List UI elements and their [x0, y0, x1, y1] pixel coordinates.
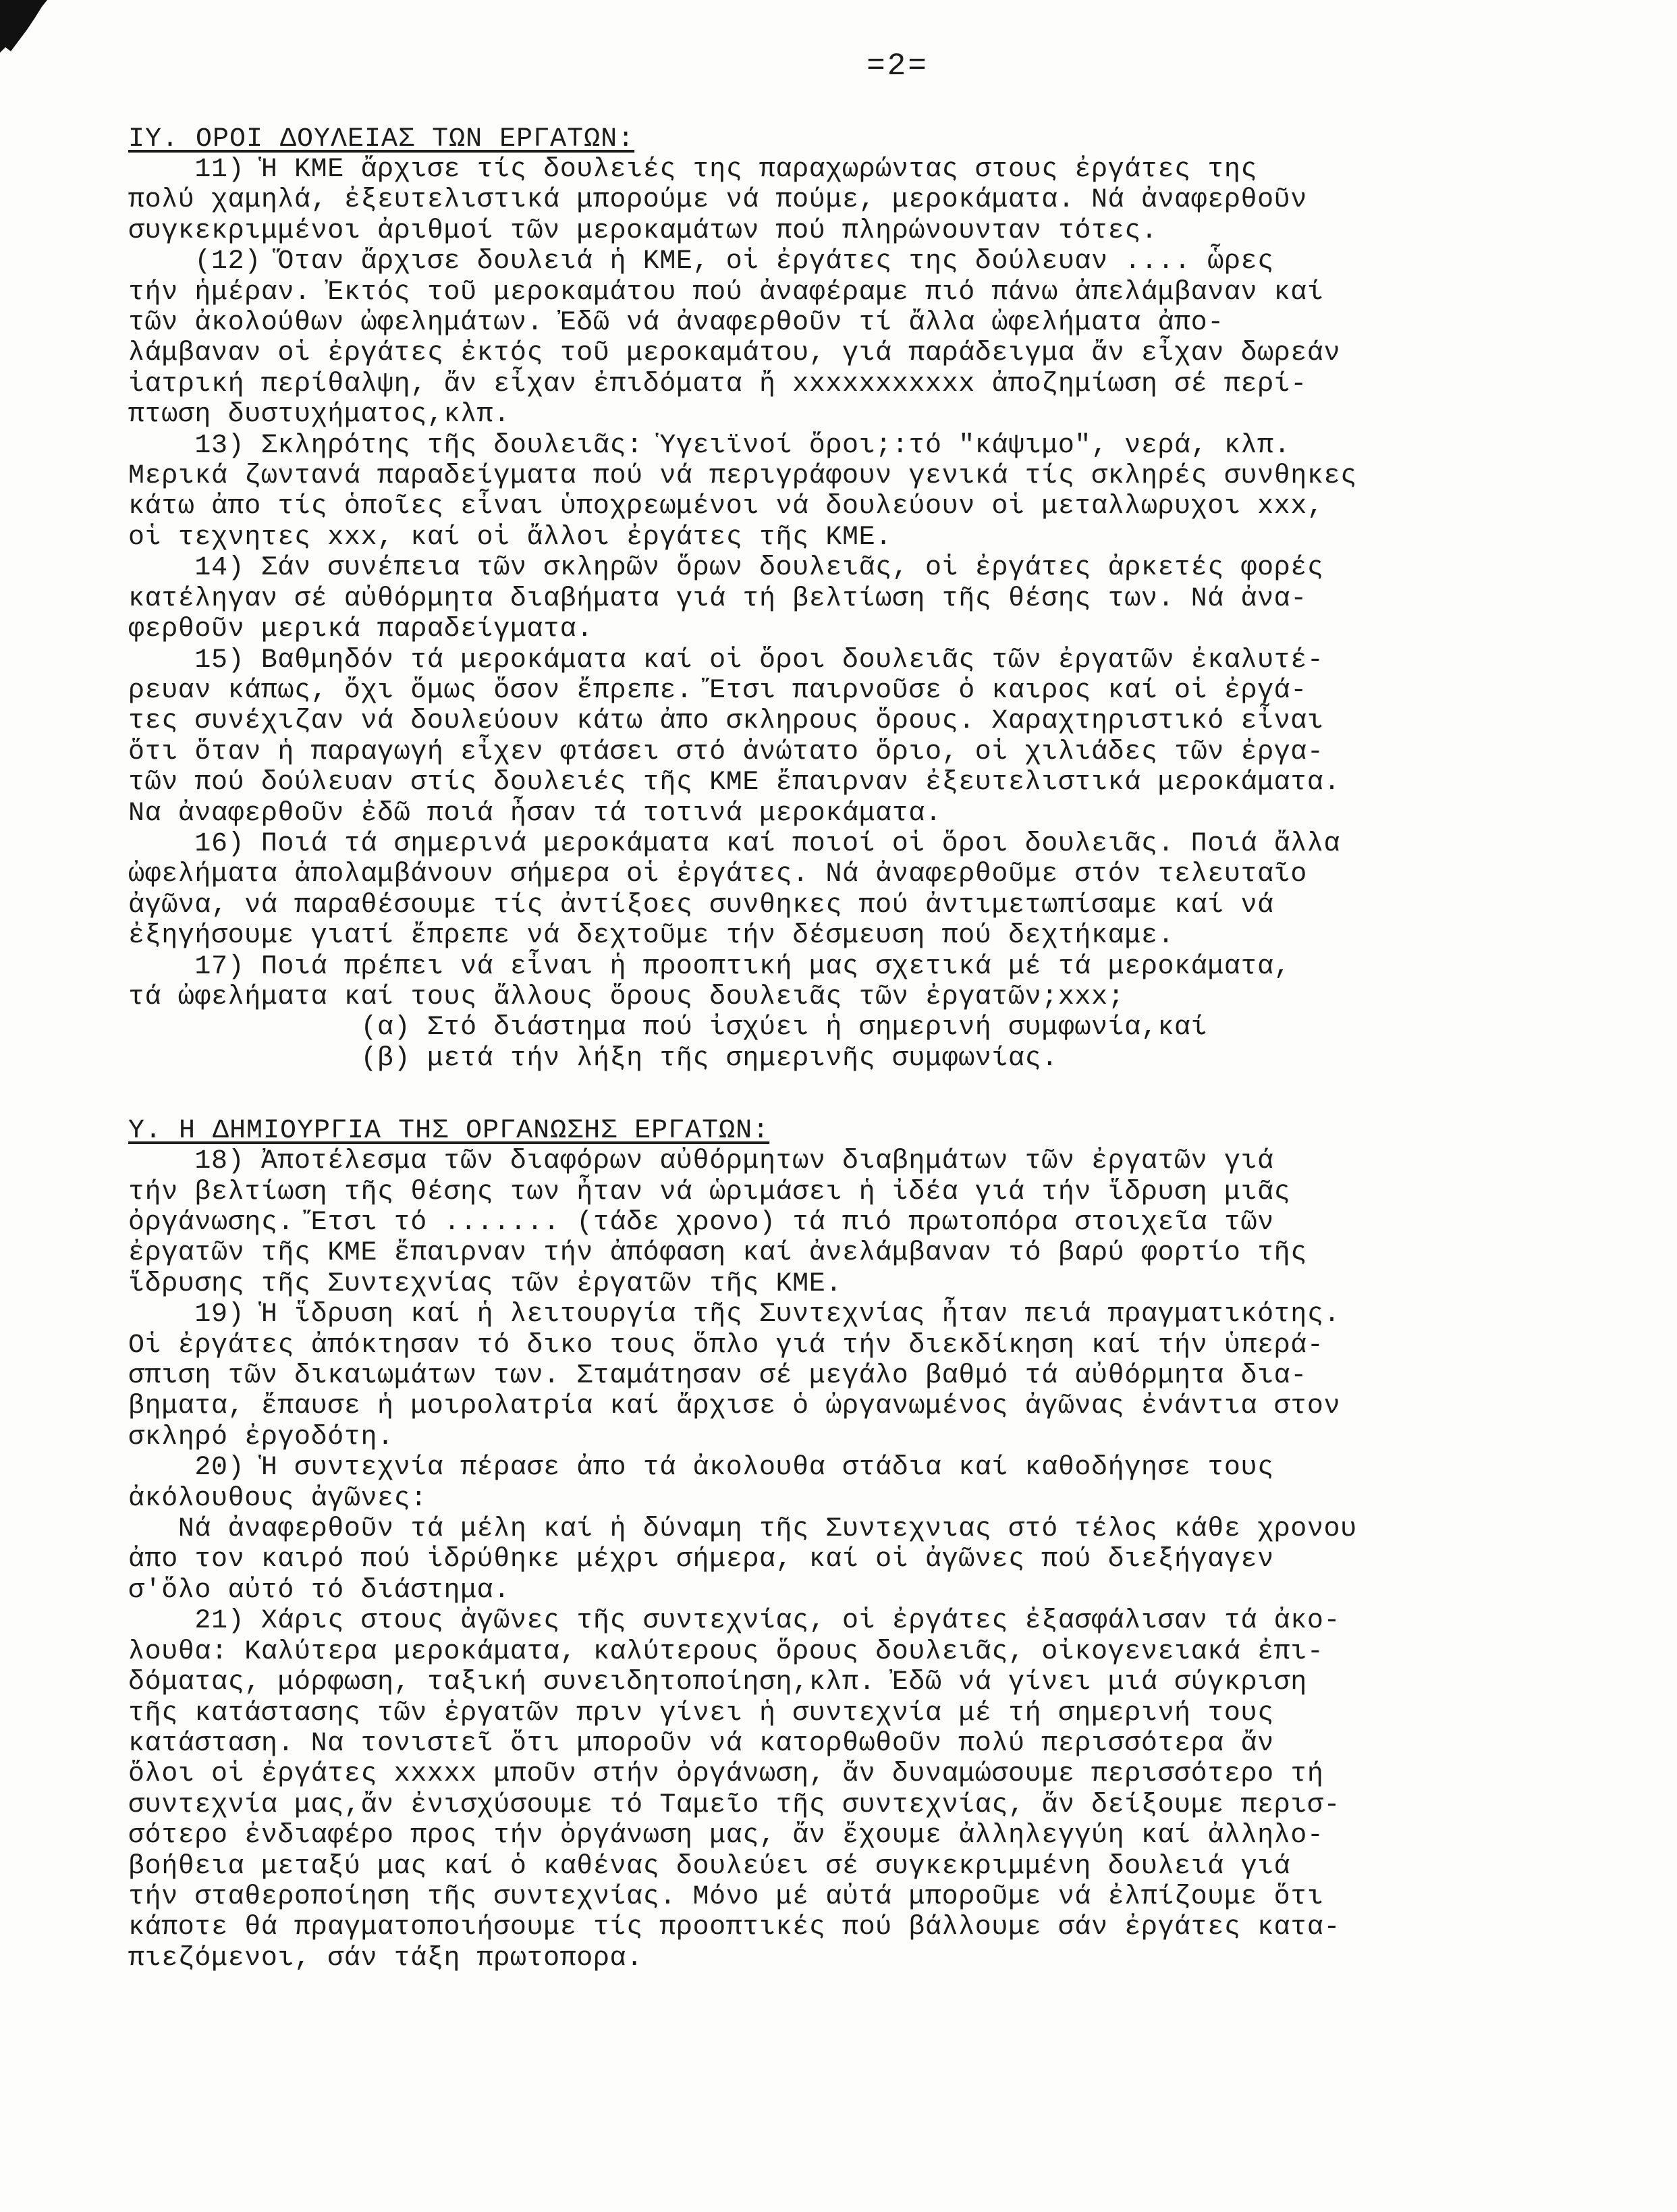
section-heading-iv: ΙΥ. ΟΡΟΙ ΔΟΥΛΕΙΑΣ ΤΩΝ ΕΡΓΑΤΩΝ: [128, 124, 635, 155]
section-v [128, 1116, 1667, 1974]
paragraph-20: 20) Ἡ συντεχνία πέρασε ἀπο τά ἀκολουθα στάδια καί καθοδήγησε τους ἀκόλουθους ἀγῶνες: Νά ἀναφερθοῦν τά μέλη καί ἡ δύναμη τῆς Συντεχνιας στό τέλος κάθε χρονου ἀπο τον καιρό πού ἱδρύθηκε μέχρι σήμερα, καί οἱ ἀγῶνες πού διεξήγαγεν σ'ὅλο αὐτό τό διάστημα. [128, 1453, 1357, 1606]
paragraph-15: 15) Βαθμηδόν τά μεροκάματα καί οἱ ὅροι δουλειᾶς τῶν ἐργατῶν ἐκαλυτέ- ρευαν κάπως, ὄχι ὅμως ὅσον ἔπρεπε. Ἔτσι παιρνοῦσε ὁ καιρος καί οἱ ἐργά- τες συνέχιζαν νά δουλεύουν κάτω ἀπο σκληρους ὅρους. Χαραχτηριστικό εἶναι ὅτι ὅταν ἡ παραγωγή εἶχεν φτάσει στό ἀνώτατο ὅριο, οἱ χιλιάδες τῶν ἐργα- τῶν πού δούλευαν στίς δουλειές τῆς ΚΜΕ ἔπαιρναν ἐξευτελιστικά μεροκάματα. Να ἀναφερθοῦν ἐδῶ ποιά ἦσαν τά τοτινά μεροκάματα. [128, 645, 1341, 829]
paragraph-17: 17) Ποιά πρέπει νά εἶναι ἡ προοπτική μας σχετικά μέ τά μεροκάματα, τά ὠφελήματα καί τους ἄλλους ὅρους δουλειᾶς τῶν ἐργατῶν;xxx; (α) Στό διάστημα πού ἰσχύει ἡ σημερινή συμφωνία,καί (β) μετά τήν λήξη τῆς σημερινῆς συμφωνίας. [128, 951, 1291, 1074]
paragraph-14: 14) Σάν συνέπεια τῶν σκληρῶν ὅρων δουλειᾶς, οἱ ἐργάτες ἀρκετές φορές κατέληγαν σέ αὐθόρμητα διαβήματα γιά τή βελτίωση τῆς θέσης των. Νά ἀνα- φερθοῦν μερικά παραδείγματα. [128, 553, 1324, 645]
paragraph-16: 16) Ποιά τά σημερινά μεροκάματα καί ποιοί οἱ ὅροι δουλειᾶς. Ποιά ἄλλα ὠφελήματα ἀπολαμβάνουν σήμερα οἱ ἐργάτες. Νά ἀναφερθοῦμε στόν τελευταῖο ἀγῶνα, νά παραθέσουμε τίς ἀντίξοες συνθηκες πού ἀντιμετωπίσαμε καί νά ἐξηγήσουμε γιατί ἔπρεπε νά δεχτοῦμε τήν δέσμευση πού δεχτήκαμε. [128, 828, 1341, 952]
paragraph-19: 19) Ἡ ἵδρυση καί ἡ λειτουργία τῆς Συντεχνίας ἦταν πειά πραγματικότης. Οἱ ἐργάτες ἀπόκτησαν τό δικο τους ὅπλο γιά τήν διεκδίκηση καί τήν ὑπερά- σπιση τῶν δικαιωμάτων των. Σταμάτησαν σέ μεγάλο βαθμό τά αὐθόρμητα δια- βηματα, ἔπαυσε ἡ μοιρολατρία καί ἄρχισε ὁ ὠργανωμένος ἀγῶνας ἐνάντια στον σκληρό ἐργοδότη. [128, 1299, 1341, 1453]
paragraph-11: 11) Ἡ ΚΜΕ ἄρχισε τίς δουλειές της παραχωρώντας στους ἐργάτες της πολύ χαμηλά, ἐξευτελιστικά μπορούμε νά πούμε, μεροκάματα. Νά ἀναφερθοῦν συγκεκριμμένοι ἀριθμοί τῶν μεροκαμάτων πού πληρώνουνταν τότες. [128, 155, 1307, 246]
document-page [128, 47, 1667, 1974]
section-heading-v: Υ. Η ΔΗΜΙΟΥΡΓΙΑ ΤΗΣ ΟΡΓΑΝΩΣΗΣ ΕΡΓΑΤΩΝ: [128, 1116, 770, 1147]
section-iv [128, 124, 1667, 1074]
paragraph-21: 21) Χάρις στους ἀγῶνες τῆς συντεχνίας, οἱ ἐργάτες ἐξασφάλισαν τά ἀκο- λουθα: Καλύτερα μεροκάματα, καλύτερους ὅρους δουλειᾶς, οἰκογενειακά ἐπι- δόματας, μόρφωση, ταξική συνειδητοποίηση,κλπ. Ἐδῶ νά γίνει μιά σύγκριση τῆς κατάστασης τῶν ἐργατῶν πριν γίνει ἡ συντεχνία μέ τή σημερινή τους κατάσταση. Να τονιστεῖ ὅτι μποροῦν νά κατορθωθοῦν πολύ περισσότερα ἄν ὅλοι οἱ ἐργάτες xxxxx μποῦν στήν ὀργάνωση, ἄν δυναμώσουμε περισσότερο τή συντεχνία μας,ἄν ἐνισχύσουμε τό Ταμεῖο τῆς συντεχνίας, ἄν δείξουμε περισ- σότερο ἐνδιαφέρο προς τήν ὀργάνωση μας, ἄν ἔχουμε ἀλληλεγγύη καί ἀλληλο- βοήθεια μεταξύ μας καί ὁ καθένας δουλεύει σέ συγκεκριμμένη δουλειά γιά τήν σταθεροποίηση τῆς συντεχνίας. Μόνο μέ αὐτά μποροῦμε νά ἐλπίζουμε ὅτι κάποτε θά πραγματοποιήσουμε τίς προοπτικές πού βάλλουμε σάν ἐργάτες κατα- πιεζόμενοι, σάν τάξη πρωτοπορα. [128, 1606, 1341, 1974]
paragraph-18: 18) Ἀποτέλεσμα τῶν διαφόρων αὐθόρμητων διαβημάτων τῶν ἐργατῶν γιά τήν βελτίωση τῆς θέσης των ἦταν νά ὡριμάσει ἡ ἰδέα γιά τήν ἵδρυση μιᾶς ὀργάνωσης. Ἔτσι τό ....... (τάδε χρονο) τά πιό πρωτοπόρα στοιχεῖα τῶν ἐργατῶν τῆς ΚΜΕ ἔπαιρναν τήν ἀπόφαση καί ἀνελάμβαναν τό βαρύ φορτίο τῆς ἵδρυσης τῆς Συντεχνίας τῶν ἐργατῶν τῆς ΚΜΕ. [128, 1146, 1307, 1299]
ink-blot-mark [0, 0, 47, 53]
paragraph-12: (12) Ὅταν ἄρχισε δουλειά ἡ ΚΜΕ, οἱ ἐργάτες της δούλευαν .... ὧρες τήν ἡμέραν. Ἐκτός τοῦ μεροκαμάτου πού ἀναφέραμε πιό πάνω ἀπελάμβαναν καί τῶν ἀκολούθων ὠφελημάτων. Ἐδῶ νά ἀναφερθοῦν τί ἄλλα ὠφελήματα ἀπο- λάμβαναν οἱ ἐργάτες ἐκτός τοῦ μεροκαμάτου, γιά παράδειγμα ἄν εἶχαν δωρεάν ἰατρική περίθαλψη, ἄν εἶχαν ἐπιδόματα ἤ xxxxxxxxxxx ἀποζημίωση σέ περί- πτωση δυστυχήματος,κλπ. [128, 246, 1341, 431]
paragraph-13: 13) Σκληρότης τῆς δουλειᾶς: Ὑγειϊνοί ὅροι;:τό "κάψιμο", νερά, κλπ. Μερικά ζωντανά παραδείγματα πού νά περιγράφουν γενικά τίς σκληρές συνθηκες κάτω ἀπο τίς ὁποῖες εἶναι ὑποχρεωμένοι νά δουλεύουν οἱ μεταλλωρυχοι xxx, οἱ τεχνητες xxx, καί οἱ ἄλλοι ἐργάτες τῆς ΚΜΕ. [128, 430, 1357, 553]
page-number: =2= [867, 49, 929, 84]
